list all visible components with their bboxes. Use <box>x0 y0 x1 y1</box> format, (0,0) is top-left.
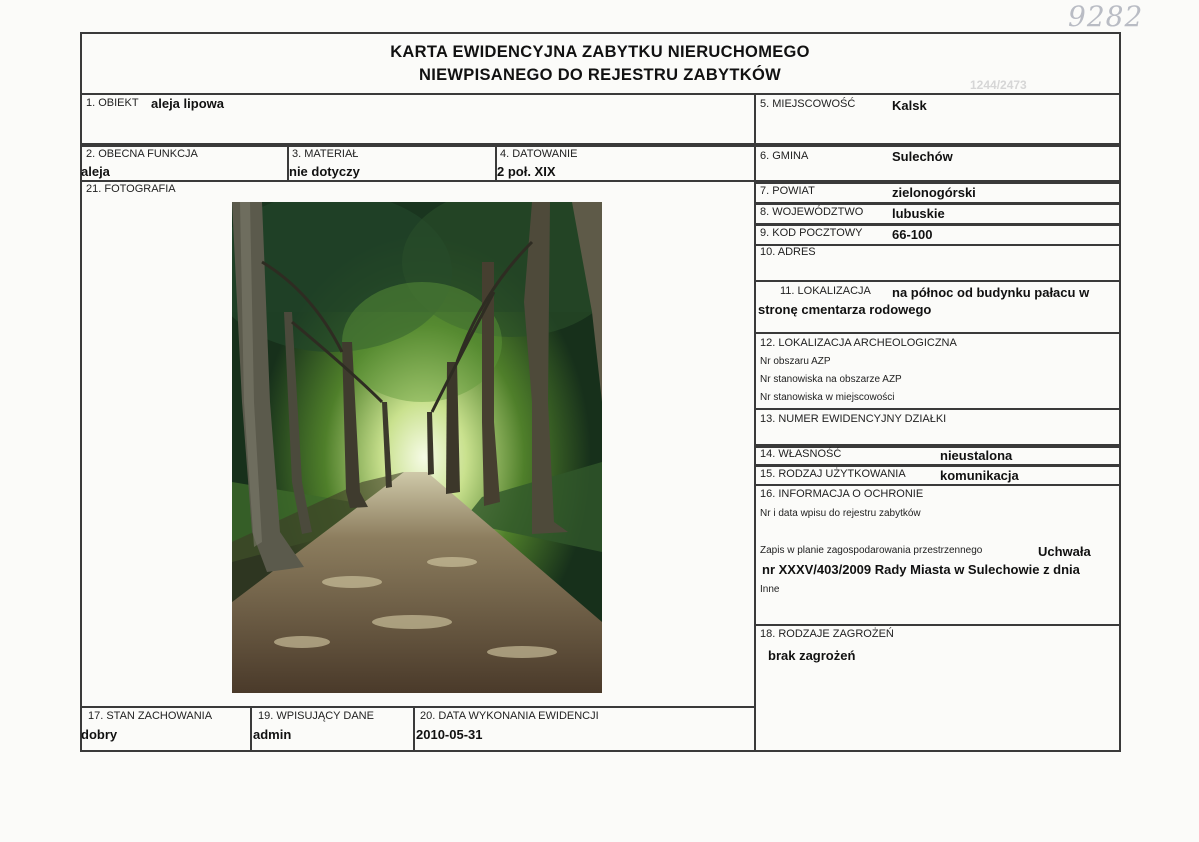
lokalizacja-label: 11. LOKALIZACJA <box>780 285 871 297</box>
funkcja-value: aleja <box>81 164 110 179</box>
archeo-line2: Nr stanowiska na obszarze AZP <box>760 374 902 385</box>
alley-photo <box>232 202 602 693</box>
ochrona-rejestr: Nr i data wpisu do rejestru zabytków <box>760 508 921 519</box>
archeo-line1: Nr obszaru AZP <box>760 356 831 367</box>
datowanie-value: 2 poł. XIX <box>497 164 556 179</box>
uzytkowanie-label: 15. RODZAJ UŻYTKOWANIA <box>760 468 906 480</box>
wpisujacy-value: admin <box>253 727 292 742</box>
material-label: 3. MATERIAŁ <box>292 148 359 160</box>
handwritten-number: 9282 <box>1068 0 1144 33</box>
ochrona-label: 16. INFORMACJA O OCHRONIE <box>760 488 924 500</box>
data-value: 2010-05-31 <box>416 727 483 742</box>
fotografia-label: 21. FOTOGRAFIA <box>86 183 176 195</box>
gmina-label: 6. GMINA <box>760 150 809 162</box>
ghost-number: 1244/2473 <box>970 78 1027 92</box>
funkcja-label: 2. OBECNA FUNKCJA <box>86 148 198 160</box>
kod-value: 66-100 <box>892 227 933 242</box>
zagrozenia-value: brak zagrożeń <box>768 648 856 663</box>
wlasnosc-label: 14. WŁASNOŚĆ <box>760 448 842 460</box>
ochrona-plan-value2: nr XXXV/403/2009 Rady Miasta w Sulechowie z dnia <box>762 562 1080 577</box>
field-zagrozenia <box>754 624 1121 752</box>
data-label: 20. DATA WYKONANIA EWIDENCJI <box>420 710 599 722</box>
wojewodztwo-value: lubuskie <box>892 206 945 221</box>
ochrona-plan-label: Zapis w planie zagospodarowania przestrzennego <box>760 545 983 556</box>
zagrozenia-label: 18. RODZAJE ZAGROŻEŃ <box>760 628 894 640</box>
lokalizacja-value-line1: na północ od budynku pałacu w <box>892 285 1090 300</box>
stan-label: 17. STAN ZACHOWANIA <box>88 710 213 722</box>
title-box <box>80 32 1121 95</box>
gmina-value: Sulechów <box>892 149 953 164</box>
ochrona-inne: Inne <box>760 584 780 595</box>
datowanie-label: 4. DATOWANIE <box>500 148 578 160</box>
powiat-value: zielonogórski <box>892 185 976 200</box>
archeo-line3: Nr stanowiska w miejscowości <box>760 392 895 403</box>
stan-value: dobry <box>81 727 118 742</box>
wojewodztwo-label: 8. WOJEWÓDZTWO <box>760 206 864 218</box>
uzytkowanie-value: komunikacja <box>940 468 1019 483</box>
powiat-label: 7. POWIAT <box>760 185 815 197</box>
miejscowosc-label: 5. MIEJSCOWOŚĆ <box>760 98 856 110</box>
form-title-line1: KARTA EWIDENCYJNA ZABYTKU NIERUCHOMEGO <box>390 43 810 61</box>
kod-label: 9. KOD POCZTOWY <box>760 227 863 239</box>
material-value: nie dotyczy <box>289 164 360 179</box>
archeo-label: 12. LOKALIZACJA ARCHEOLOGICZNA <box>760 337 957 349</box>
obiekt-value: aleja lipowa <box>151 96 224 111</box>
lokalizacja-value-line2: stronę cmentarza rodowego <box>758 302 932 317</box>
ochrona-plan-value1: Uchwała <box>1038 544 1091 559</box>
wlasnosc-value: nieustalona <box>940 448 1013 463</box>
obiekt-label: 1. OBIEKT <box>86 97 139 109</box>
form-title-line2: NIEWPISANEGO DO REJESTRU ZABYTKÓW <box>419 66 781 84</box>
miejscowosc-value: Kalsk <box>892 98 927 113</box>
dzialki-label: 13. NUMER EWIDENCYJNY DZIAŁKI <box>760 413 947 425</box>
wpisujacy-label: 19. WPISUJĄCY DANE <box>258 710 374 722</box>
adres-label: 10. ADRES <box>760 246 816 258</box>
